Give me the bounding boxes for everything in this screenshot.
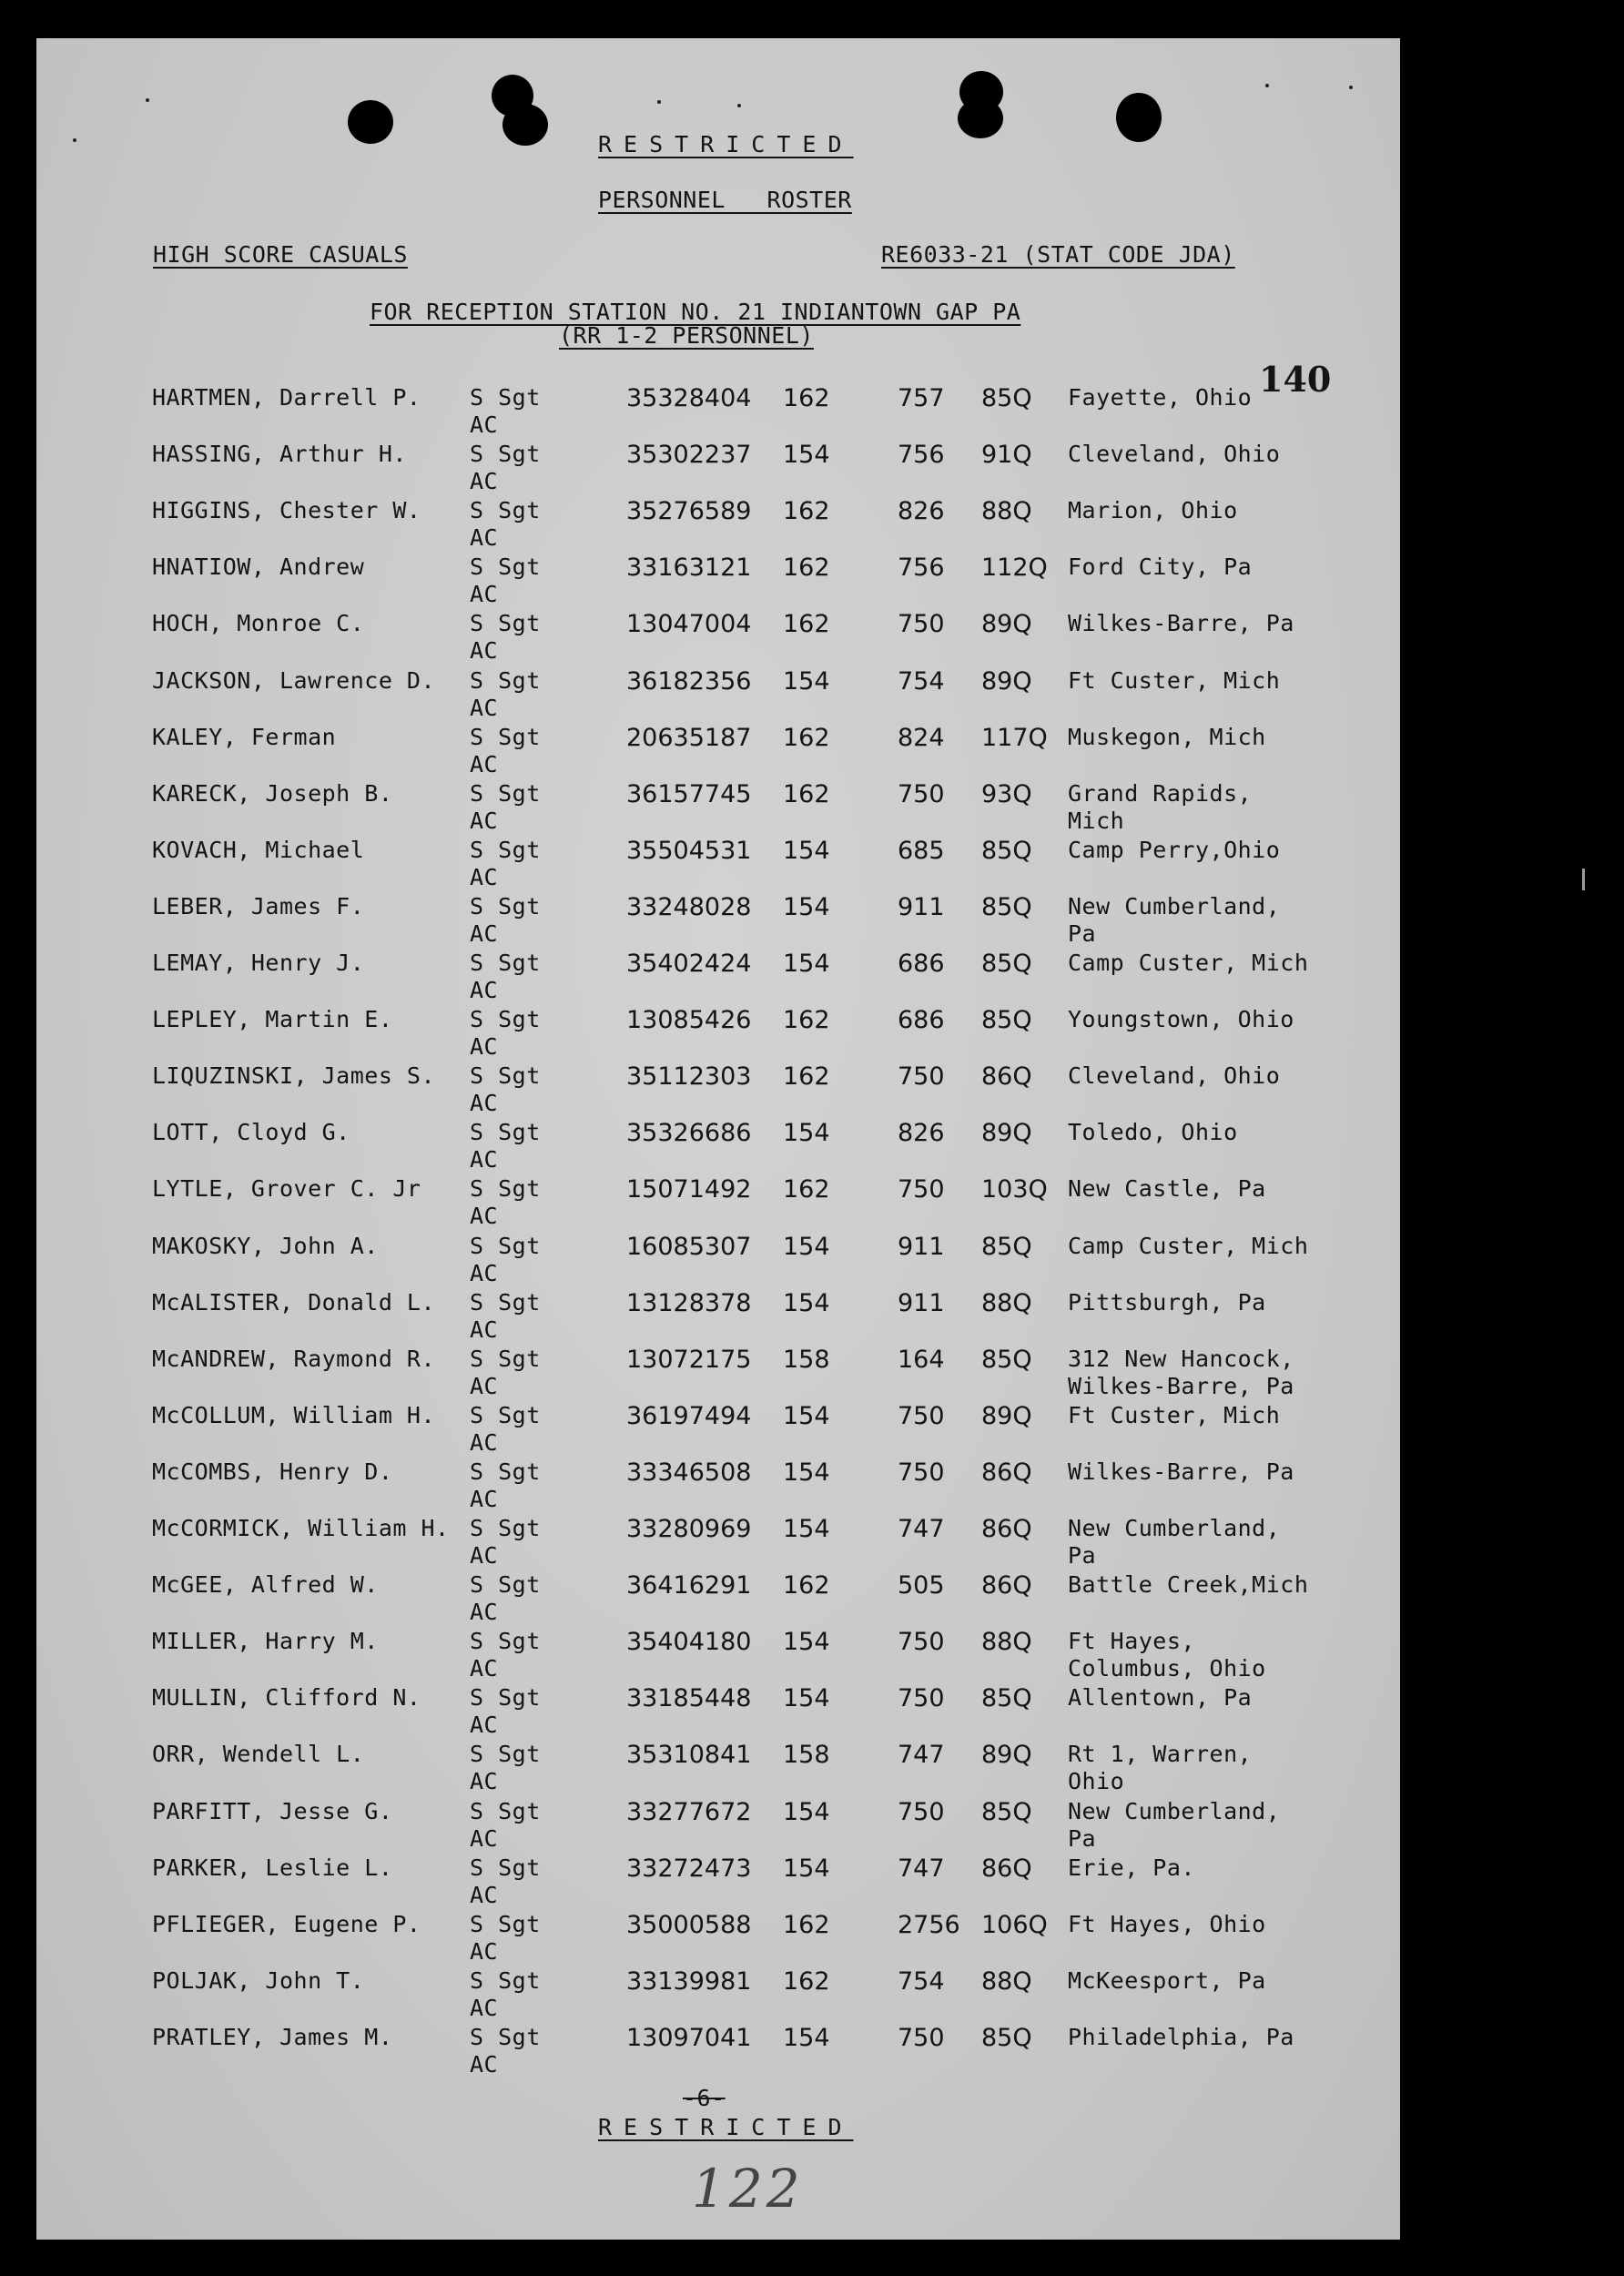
branch: AC [470,1994,499,2021]
roster-row [36,1119,1400,1175]
score: 85Q [981,892,1032,921]
score: 89Q [981,666,1032,696]
roster-row [36,2024,1400,2080]
code-b: 750 [898,1062,945,1092]
code-b: 164 [898,1345,945,1374]
branch: AC [470,1655,499,1682]
soldier-name: MULLIN, Clifford N. [152,1684,421,1712]
address-line-1: Allentown, Pa [1068,1684,1253,1712]
address-line-1: Rt 1, Warren, [1068,1741,1253,1768]
branch: AC [470,807,499,834]
serial-number: 35000588 [626,1910,752,1939]
address-line-1: Camp Perry,Ohio [1068,836,1281,863]
serial-number: 35404180 [626,1628,752,1657]
serial-number: 35402424 [626,950,752,978]
soldier-name: PRATLEY, James M. [152,2023,393,2050]
branch: AC [470,524,499,552]
branch: AC [470,1485,499,1512]
grade: S Sgt [470,1966,541,1994]
score: 91Q [981,441,1032,470]
grade: S Sgt [470,1854,541,1881]
score: 117Q [981,723,1048,752]
serial-number: 13047004 [626,610,752,639]
score: 85Q [981,384,1032,412]
score: 86Q [981,1571,1032,1600]
branch: AC [470,1146,499,1174]
roster-row [36,1346,1400,1402]
roster-row [36,1967,1400,2024]
punch-hole-icon [958,98,1003,138]
code-b: 911 [898,1288,945,1317]
code-a: 154 [783,1515,830,1543]
classification-bottom: RESTRICTED [598,2114,854,2140]
score: 86Q [981,1062,1032,1092]
address-line-1: Battle Creek,Mich [1068,1571,1309,1599]
score: 85Q [981,1797,1032,1826]
serial-number: 35326686 [626,1119,752,1148]
code-a: 158 [783,1741,830,1770]
code-a: 154 [783,1628,830,1657]
address-line-1: Ft Hayes, [1068,1628,1195,1655]
branch: AC [470,581,499,608]
speck [657,100,661,104]
score: 88Q [981,497,1032,526]
score: 88Q [981,1288,1032,1317]
branch: AC [470,1768,499,1795]
score: 85Q [981,950,1032,978]
grade: S Sgt [470,1175,541,1203]
score: 85Q [981,2023,1032,2052]
address-line-1: Marion, Ohio [1068,497,1238,524]
roster-row [36,1458,1400,1515]
punch-hole-icon [348,100,393,144]
grade: S Sgt [470,723,541,750]
code-a: 154 [783,836,830,865]
grade: S Sgt [470,1006,541,1033]
code-a: 154 [783,1119,830,1148]
soldier-name: MAKOSKY, John A. [152,1232,379,1259]
branch: AC [470,412,499,438]
code-b: 750 [898,2023,945,2052]
roster-row [36,1798,1400,1854]
grade: S Sgt [470,1232,541,1259]
soldier-name: HASSING, Arthur H. [152,441,407,468]
serial-number: 35310841 [626,1741,752,1770]
serial-number: 20635187 [626,723,752,752]
branch: AC [470,977,499,1003]
score: 106Q [981,1910,1048,1939]
roster-row [36,1062,1400,1119]
soldier-name: POLJAK, John T. [152,1966,365,1994]
branch: AC [470,1937,499,1965]
grade: S Sgt [470,1571,541,1599]
grade: S Sgt [470,2023,541,2050]
serial-number: 13097041 [626,2023,752,2052]
soldier-name: LOTT, Cloyd G. [152,1119,350,1146]
branch: AC [470,863,499,890]
code-b: 747 [898,1741,945,1770]
branch: AC [470,694,499,721]
roster-row [36,441,1400,497]
code-a: 154 [783,2023,830,2052]
roster-row [36,610,1400,666]
score: 86Q [981,1854,1032,1883]
code-b: 2756 [898,1910,960,1939]
code-a: 154 [783,1854,830,1883]
address-line-1: New Cumberland, [1068,892,1281,920]
code-a: 162 [783,1175,830,1204]
address-line-1: McKeesport, Pa [1068,1966,1266,1994]
code-a: 154 [783,1684,830,1713]
score: 89Q [981,1741,1032,1770]
address-line-1: New Castle, Pa [1068,1175,1266,1203]
code-b: 754 [898,666,945,696]
personnel-type: (RR 1-2 PERSONNEL) [559,322,814,349]
code-a: 154 [783,892,830,921]
branch: AC [470,1428,499,1456]
address-line-1: Camp Custer, Mich [1068,1232,1309,1259]
soldier-name: LEBER, James F. [152,892,365,920]
serial-number: 15071492 [626,1175,752,1204]
page-stamp: 140 [1259,359,1332,400]
branch: AC [470,1824,499,1852]
address-line-1: Muskegon, Mich [1068,723,1266,750]
code-b: 750 [898,1175,945,1204]
grade: S Sgt [470,1119,541,1146]
unit-name: HIGH SCORE CASUALS [153,241,408,268]
address-line-1: Cleveland, Ohio [1068,441,1281,468]
code-b: 686 [898,950,945,978]
serial-number: 13128378 [626,1288,752,1317]
grade: S Sgt [470,666,541,694]
grade: S Sgt [470,1062,541,1090]
speck [1349,86,1353,89]
branch: AC [470,1203,499,1230]
code-a: 162 [783,1910,830,1939]
code-b: 686 [898,1006,945,1035]
grade: S Sgt [470,950,541,976]
roster-row [36,1854,1400,1911]
punch-hole-icon [502,104,548,146]
grade: S Sgt [470,1684,541,1712]
branch: AC [470,1316,499,1343]
soldier-name: PARKER, Leslie L. [152,1854,393,1881]
roster-page [36,38,1400,2240]
code-b: 757 [898,384,945,412]
soldier-name: KOVACH, Michael [152,836,365,863]
serial-number: 36416291 [626,1571,752,1600]
roster-row [36,1684,1400,1741]
code-b: 750 [898,610,945,639]
soldier-name: McGEE, Alfred W. [152,1571,379,1599]
soldier-name: HIGGINS, Chester W. [152,497,421,524]
address-line-1: Pittsburgh, Pa [1068,1288,1266,1316]
code-a: 154 [783,441,830,470]
roster-row [36,1289,1400,1346]
address-line-1: Ford City, Pa [1068,554,1253,581]
soldier-name: MILLER, Harry M. [152,1628,379,1655]
soldier-name: PARFITT, Jesse G. [152,1797,393,1824]
serial-number: 33139981 [626,1966,752,1996]
soldier-name: McALISTER, Donald L. [152,1288,436,1316]
grade: S Sgt [470,384,541,411]
roster-row [36,1741,1400,1797]
address-line-1: Toledo, Ohio [1068,1119,1238,1146]
address-line-2: Pa [1068,920,1097,947]
branch: AC [470,1033,499,1061]
serial-number: 13085426 [626,1006,752,1035]
address-line-2: Pa [1068,1542,1097,1569]
roster-row [36,893,1400,950]
soldier-name: McCOMBS, Henry D. [152,1458,393,1485]
serial-number: 33346508 [626,1458,752,1487]
edge-mark [1582,869,1585,890]
code-a: 154 [783,666,830,696]
speck [737,104,741,107]
serial-number: 35276589 [626,497,752,526]
score: 89Q [981,1119,1032,1148]
address-line-1: Philadelphia, Pa [1068,2023,1294,2050]
page-number: -6- [683,2085,726,2111]
serial-number: 33163121 [626,554,752,583]
score: 88Q [981,1628,1032,1657]
code-a: 158 [783,1345,830,1374]
soldier-name: McCOLLUM, William H. [152,1401,436,1428]
roster-row [36,780,1400,837]
roster-row [36,1175,1400,1232]
branch: AC [470,1542,499,1569]
grade: S Sgt [470,1515,541,1541]
handwritten-number: 122 [692,2158,804,2220]
address-line-1: Camp Custer, Mich [1068,950,1309,976]
roster-title: PERSONNEL ROSTER [598,187,852,213]
code-b: 750 [898,1401,945,1430]
grade: S Sgt [470,610,541,637]
code-b: 747 [898,1515,945,1543]
code-b: 754 [898,1966,945,1996]
grade: S Sgt [470,892,541,920]
code-b: 750 [898,1797,945,1826]
score: 112Q [981,554,1048,583]
soldier-name: McCORMICK, William H. [152,1515,450,1541]
soldier-name: PFLIEGER, Eugene P. [152,1910,421,1937]
destination: FOR RECEPTION STATION NO. 21 INDIANTOWN GAP PA [370,299,1021,325]
serial-number: 33280969 [626,1515,752,1543]
soldier-name: KARECK, Joseph B. [152,779,393,807]
code-a: 154 [783,1797,830,1826]
code-a: 162 [783,1966,830,1996]
branch: AC [470,2050,499,2078]
code-a: 162 [783,384,830,412]
grade: S Sgt [470,1401,541,1428]
roster-row [36,1571,1400,1628]
grade: S Sgt [470,1288,541,1316]
address-line-2: Pa [1068,1824,1097,1852]
address-line-1: Erie, Pa. [1068,1854,1195,1881]
address-line-2: Columbus, Ohio [1068,1655,1266,1682]
score: 103Q [981,1175,1048,1204]
serial-number: 35504531 [626,836,752,865]
address-line-2: Ohio [1068,1768,1125,1795]
roster-row [36,497,1400,554]
address-line-1: Wilkes-Barre, Pa [1068,610,1294,637]
code-b: 911 [898,892,945,921]
code-a: 162 [783,779,830,808]
address-line-1: 312 New Hancock, [1068,1345,1294,1372]
serial-number: 35302237 [626,441,752,470]
score: 85Q [981,1006,1032,1035]
grade: S Sgt [470,1345,541,1372]
code-b: 505 [898,1571,945,1600]
code-a: 154 [783,950,830,978]
serial-number: 33277672 [626,1797,752,1826]
grade: S Sgt [470,1741,541,1768]
roster-row [36,837,1400,893]
code-a: 154 [783,1232,830,1261]
code-a: 162 [783,1571,830,1600]
serial-number: 13072175 [626,1345,752,1374]
branch: AC [470,637,499,665]
grade: S Sgt [470,1910,541,1937]
score: 88Q [981,1966,1032,1996]
address-line-1: Ft Hayes, Ohio [1068,1910,1266,1937]
grade: S Sgt [470,497,541,524]
code-b: 826 [898,497,945,526]
branch: AC [470,1712,499,1739]
code-b: 756 [898,441,945,470]
address-line-1: Ft Custer, Mich [1068,666,1281,694]
branch: AC [470,750,499,777]
roster-row [36,1402,1400,1458]
soldier-name: LIQUZINSKI, James S. [152,1062,436,1090]
code-a: 162 [783,610,830,639]
score: 86Q [981,1458,1032,1487]
soldier-name: ORR, Wendell L. [152,1741,365,1768]
code-b: 750 [898,1458,945,1487]
soldier-name: LYTLE, Grover C. Jr [152,1175,421,1203]
code-a: 162 [783,1006,830,1035]
roster-row [36,724,1400,780]
code-a: 162 [783,723,830,752]
soldier-name: KALEY, Ferman [152,723,337,750]
code-b: 750 [898,1684,945,1713]
code-b: 826 [898,1119,945,1148]
score: 89Q [981,1401,1032,1430]
soldier-name: HOCH, Monroe C. [152,610,365,637]
movement-order: RE6033-21 (STAT CODE JDA) [881,241,1235,268]
code-b: 824 [898,723,945,752]
score: 85Q [981,836,1032,865]
branch: AC [470,1259,499,1286]
soldier-name: LEMAY, Henry J. [152,950,365,976]
code-b: 685 [898,836,945,865]
roster-row [36,554,1400,610]
grade: S Sgt [470,779,541,807]
branch: AC [470,1372,499,1399]
serial-number: 35328404 [626,384,752,412]
address-line-1: Ft Custer, Mich [1068,1401,1281,1428]
code-a: 162 [783,497,830,526]
roster-row [36,1233,1400,1289]
serial-number: 33248028 [626,892,752,921]
soldier-name: LEPLEY, Martin E. [152,1006,393,1033]
grade: S Sgt [470,836,541,863]
classification-top: RESTRICTED [598,131,854,157]
address-line-2: Mich [1068,807,1125,834]
punch-hole-icon [1116,93,1162,142]
branch: AC [470,468,499,495]
soldier-name: HARTMEN, Darrell P. [152,384,421,411]
address-line-2: Wilkes-Barre, Pa [1068,1372,1294,1399]
branch: AC [470,1090,499,1117]
speck [146,98,149,102]
speck [73,138,76,142]
serial-number: 16085307 [626,1232,752,1261]
roster-row [36,667,1400,724]
score: 85Q [981,1684,1032,1713]
code-b: 911 [898,1232,945,1261]
score: 89Q [981,610,1032,639]
roster-row [36,1515,1400,1571]
serial-number: 33272473 [626,1854,752,1883]
address-line-1: Grand Rapids, [1068,779,1253,807]
grade: S Sgt [470,441,541,468]
score: 85Q [981,1232,1032,1261]
roster-row [36,1911,1400,1967]
code-b: 747 [898,1854,945,1883]
grade: S Sgt [470,1628,541,1655]
roster-row [36,1628,1400,1684]
branch: AC [470,1881,499,1908]
code-a: 154 [783,1288,830,1317]
code-b: 750 [898,1628,945,1657]
address-line-1: New Cumberland, [1068,1515,1281,1541]
code-a: 154 [783,1458,830,1487]
soldier-name: HNATIOW, Andrew [152,554,365,581]
address-line-1: Cleveland, Ohio [1068,1062,1281,1090]
roster-row [36,950,1400,1006]
speck [1265,84,1269,87]
grade: S Sgt [470,1797,541,1824]
code-a: 162 [783,1062,830,1092]
serial-number: 35112303 [626,1062,752,1092]
code-b: 750 [898,779,945,808]
branch: AC [470,920,499,947]
score: 86Q [981,1515,1032,1543]
serial-number: 36197494 [626,1401,752,1430]
branch: AC [470,1599,499,1626]
address-line-1: Fayette, Ohio [1068,384,1253,411]
roster-row [36,384,1400,441]
roster-row [36,1006,1400,1062]
grade: S Sgt [470,554,541,581]
address-line-1: Wilkes-Barre, Pa [1068,1458,1294,1485]
code-b: 756 [898,554,945,583]
score: 85Q [981,1345,1032,1374]
serial-number: 33185448 [626,1684,752,1713]
grade: S Sgt [470,1458,541,1485]
soldier-name: McANDREW, Raymond R. [152,1345,436,1372]
code-a: 154 [783,1401,830,1430]
serial-number: 36182356 [626,666,752,696]
serial-number: 36157745 [626,779,752,808]
address-line-1: Youngstown, Ohio [1068,1006,1294,1033]
soldier-name: JACKSON, Lawrence D. [152,666,436,694]
address-line-1: New Cumberland, [1068,1797,1281,1824]
code-a: 162 [783,554,830,583]
score: 93Q [981,779,1032,808]
